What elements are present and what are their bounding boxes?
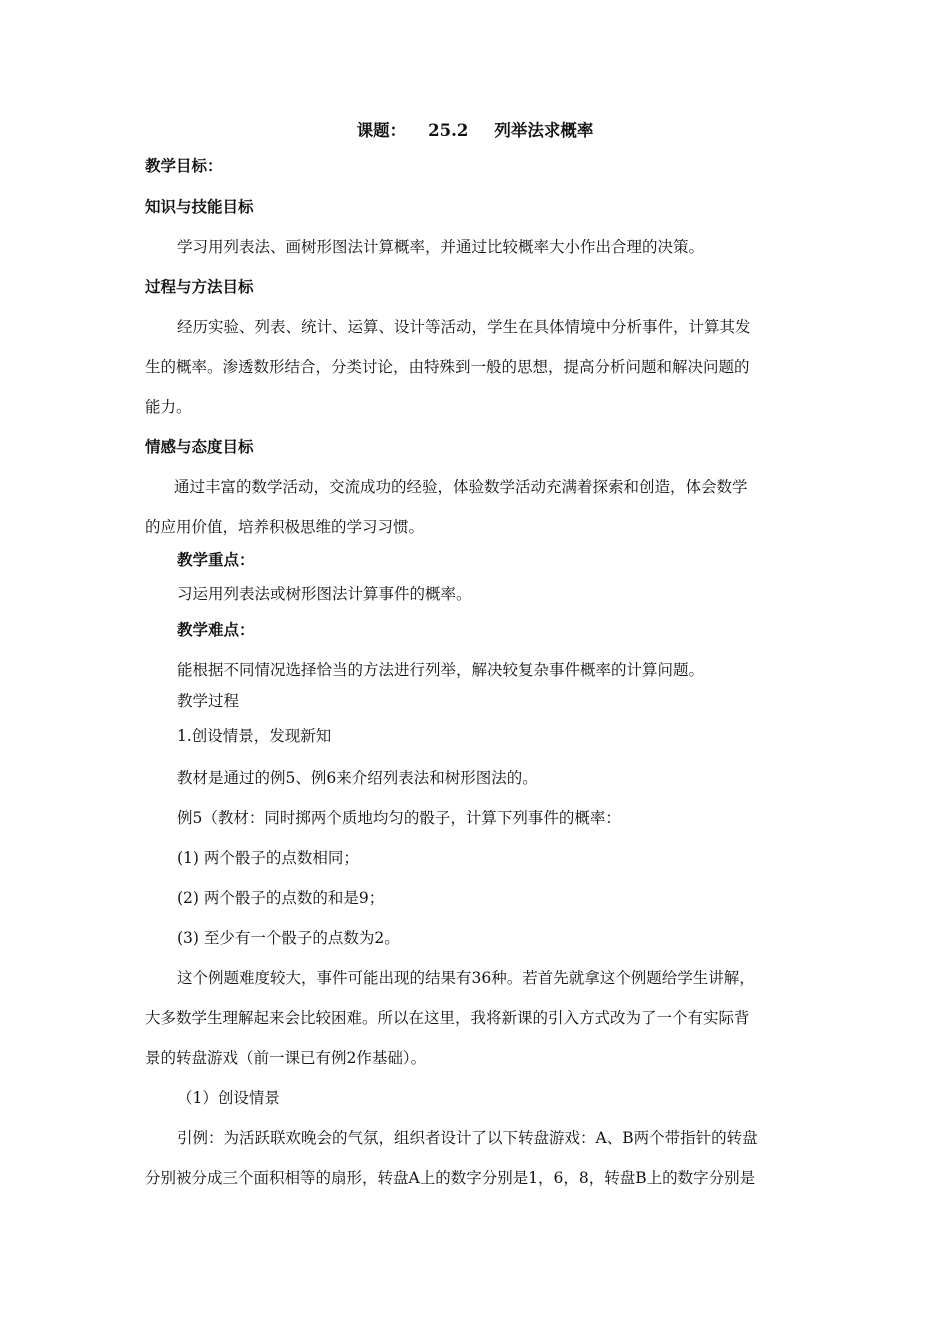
emotion-text-line: 的应用价值，培养积极思维的学习习惯。 (145, 518, 425, 536)
key-point-text: 习运用列表法或树形图法计算事件的概率。 (177, 585, 472, 603)
scenario-subheading: （1）创设情景 (177, 1089, 280, 1107)
key-point-heading: 教学重点： (177, 550, 255, 569)
example-item: (3) 至少有一个骰子的点数为2。 (177, 929, 400, 947)
knowledge-text: 学习用列表法、画树形图法计算概率，并通过比较概率大小作出合理的决策。 (177, 238, 705, 256)
process-text-line: 能力。 (145, 398, 192, 416)
difficulty-text: 能根据不同情况选择恰当的方法进行列举，解决较复杂事件概率的计算问题。 (177, 661, 705, 679)
lesson-title (0, 121, 950, 141)
example-item: (2) 两个骰子的点数的和是9； (177, 889, 385, 907)
commentary-line: 景的转盘游戏（前一课已有例2作基础）。 (145, 1049, 427, 1067)
step1-heading: 1.创设情景，发现新知 (177, 727, 332, 745)
knowledge-heading: 知识与技能目标 (145, 197, 254, 216)
lead-example-line: 分别被分成三个面积相等的扇形，转盘A上的数字分别是1，6，8，转盘B上的数字分别是 (145, 1169, 756, 1187)
objectives-heading: 教学目标： (145, 156, 223, 175)
commentary-line: 大多数学生理解起来会比较困难。所以在这里，我将新课的引入方式改为了一个有实际背 (145, 1009, 750, 1027)
process-text-line: 生的概率。渗透数形结合，分类讨论，由特殊到一般的思想，提高分析问题和解决问题的 (145, 358, 750, 376)
title-prefix: 课题： (356, 121, 407, 140)
title-name: 列举法求概率 (494, 121, 594, 140)
example5-text: 例5（教材：同时掷两个质地均匀的骰子，计算下列事件的概率： (177, 809, 621, 827)
teaching-process-heading: 教学过程 (177, 692, 240, 710)
emotion-heading: 情感与态度目标 (145, 437, 254, 456)
example-item: (1) 两个骰子的点数相同； (177, 849, 359, 867)
difficulty-heading: 教学难点： (177, 620, 255, 639)
intro-text: 教材是通过的例5、例6来介绍列表法和树形图法的。 (177, 769, 538, 787)
lead-example-line: 引例：为活跃联欢晚会的气氛，组织者设计了以下转盘游戏：A、B两个带指针的转盘 (177, 1129, 758, 1147)
commentary-line: 这个例题难度较大，事件可能出现的结果有36种。若首先就拿这个例题给学生讲解， (177, 969, 755, 987)
title-number: 25.2 (428, 121, 469, 140)
process-text-line: 经历实验、列表、统计、运算、设计等活动，学生在具体情境中分析事件，计算其发 (177, 318, 751, 336)
emotion-text-line: 通过丰富的数学活动，交流成功的经验，体验数学活动充满着探索和创造，体会数学 (174, 478, 748, 496)
process-heading: 过程与方法目标 (145, 277, 254, 296)
